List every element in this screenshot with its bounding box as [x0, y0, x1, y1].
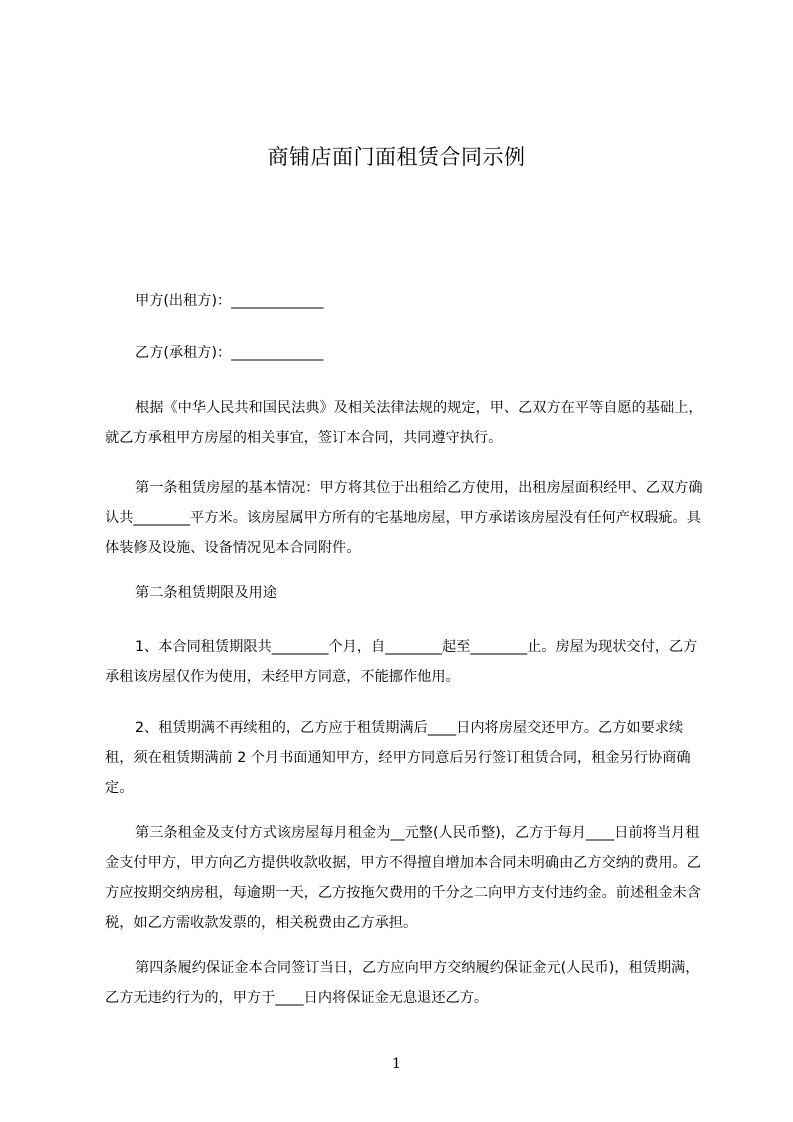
document-title: 商铺店面门面租赁合同示例 — [267, 145, 526, 169]
article-3-paragraph: 第三条租金及支付方式该房屋每月租金为__元整(人民币整)，乙方于每月____日前将当月租金支付甲方，甲方向乙方提供收款收据，甲方不得擅自增加本合同未明确由乙方交纳的费用。乙方应按期交纳房租，每逾期一天，乙方按拖欠费用的千分之二向甲方支付违约金。前述租金未含税，如乙方需收款发票的，相关税费由乙方承担。 — [105, 825, 701, 931]
article-2-clause-1: 1、本合同租赁期限共________个月，自________起至________止。房屋为现状交付，乙方承租该房屋仅作为使用，未经甲方同意，不能挪作他用。 — [105, 639, 698, 685]
party-a-line: 甲方(出租方)：_____________ — [135, 293, 324, 309]
preamble-paragraph: 根据《中华人民共和国民法典》及相关法律法规的规定，甲、乙双方在平等自愿的基础上，就乙方承租甲方房屋的相关事宜，签订本合同，共同遵守执行。 — [105, 400, 703, 446]
article-4-paragraph: 第四条履约保证金本合同签订当日，乙方应向甲方交纳履约保证金元(人民币)，租赁期满，乙方无违约行为的，甲方于____日内将保证金无息退还乙方。 — [105, 960, 700, 1006]
article-2-heading: 第二条租赁期限及用途 — [135, 585, 277, 601]
page-number: 1 — [392, 1056, 401, 1072]
article-2-clause-2: 2、租赁期满不再续租的，乙方应于租赁期满后____日内将房屋交还甲方。乙方如要求续租，须在租赁期满前 2 个月书面通知甲方，经甲方同意后另行签订租赁合同，租金另行协商确定。 — [105, 720, 691, 796]
article-1-paragraph: 第一条租赁房屋的基本情况：甲方将其位于出租给乙方使用，出租房屋面积经甲、乙双方确认共________平方米。该房屋属甲方所有的宅基地房屋，甲方承诺该房屋没有任何产权瑕疵。具体装修及设施、设备情况见本合同附件。 — [105, 480, 703, 556]
party-b-line: 乙方(承租方)：_____________ — [135, 345, 324, 361]
